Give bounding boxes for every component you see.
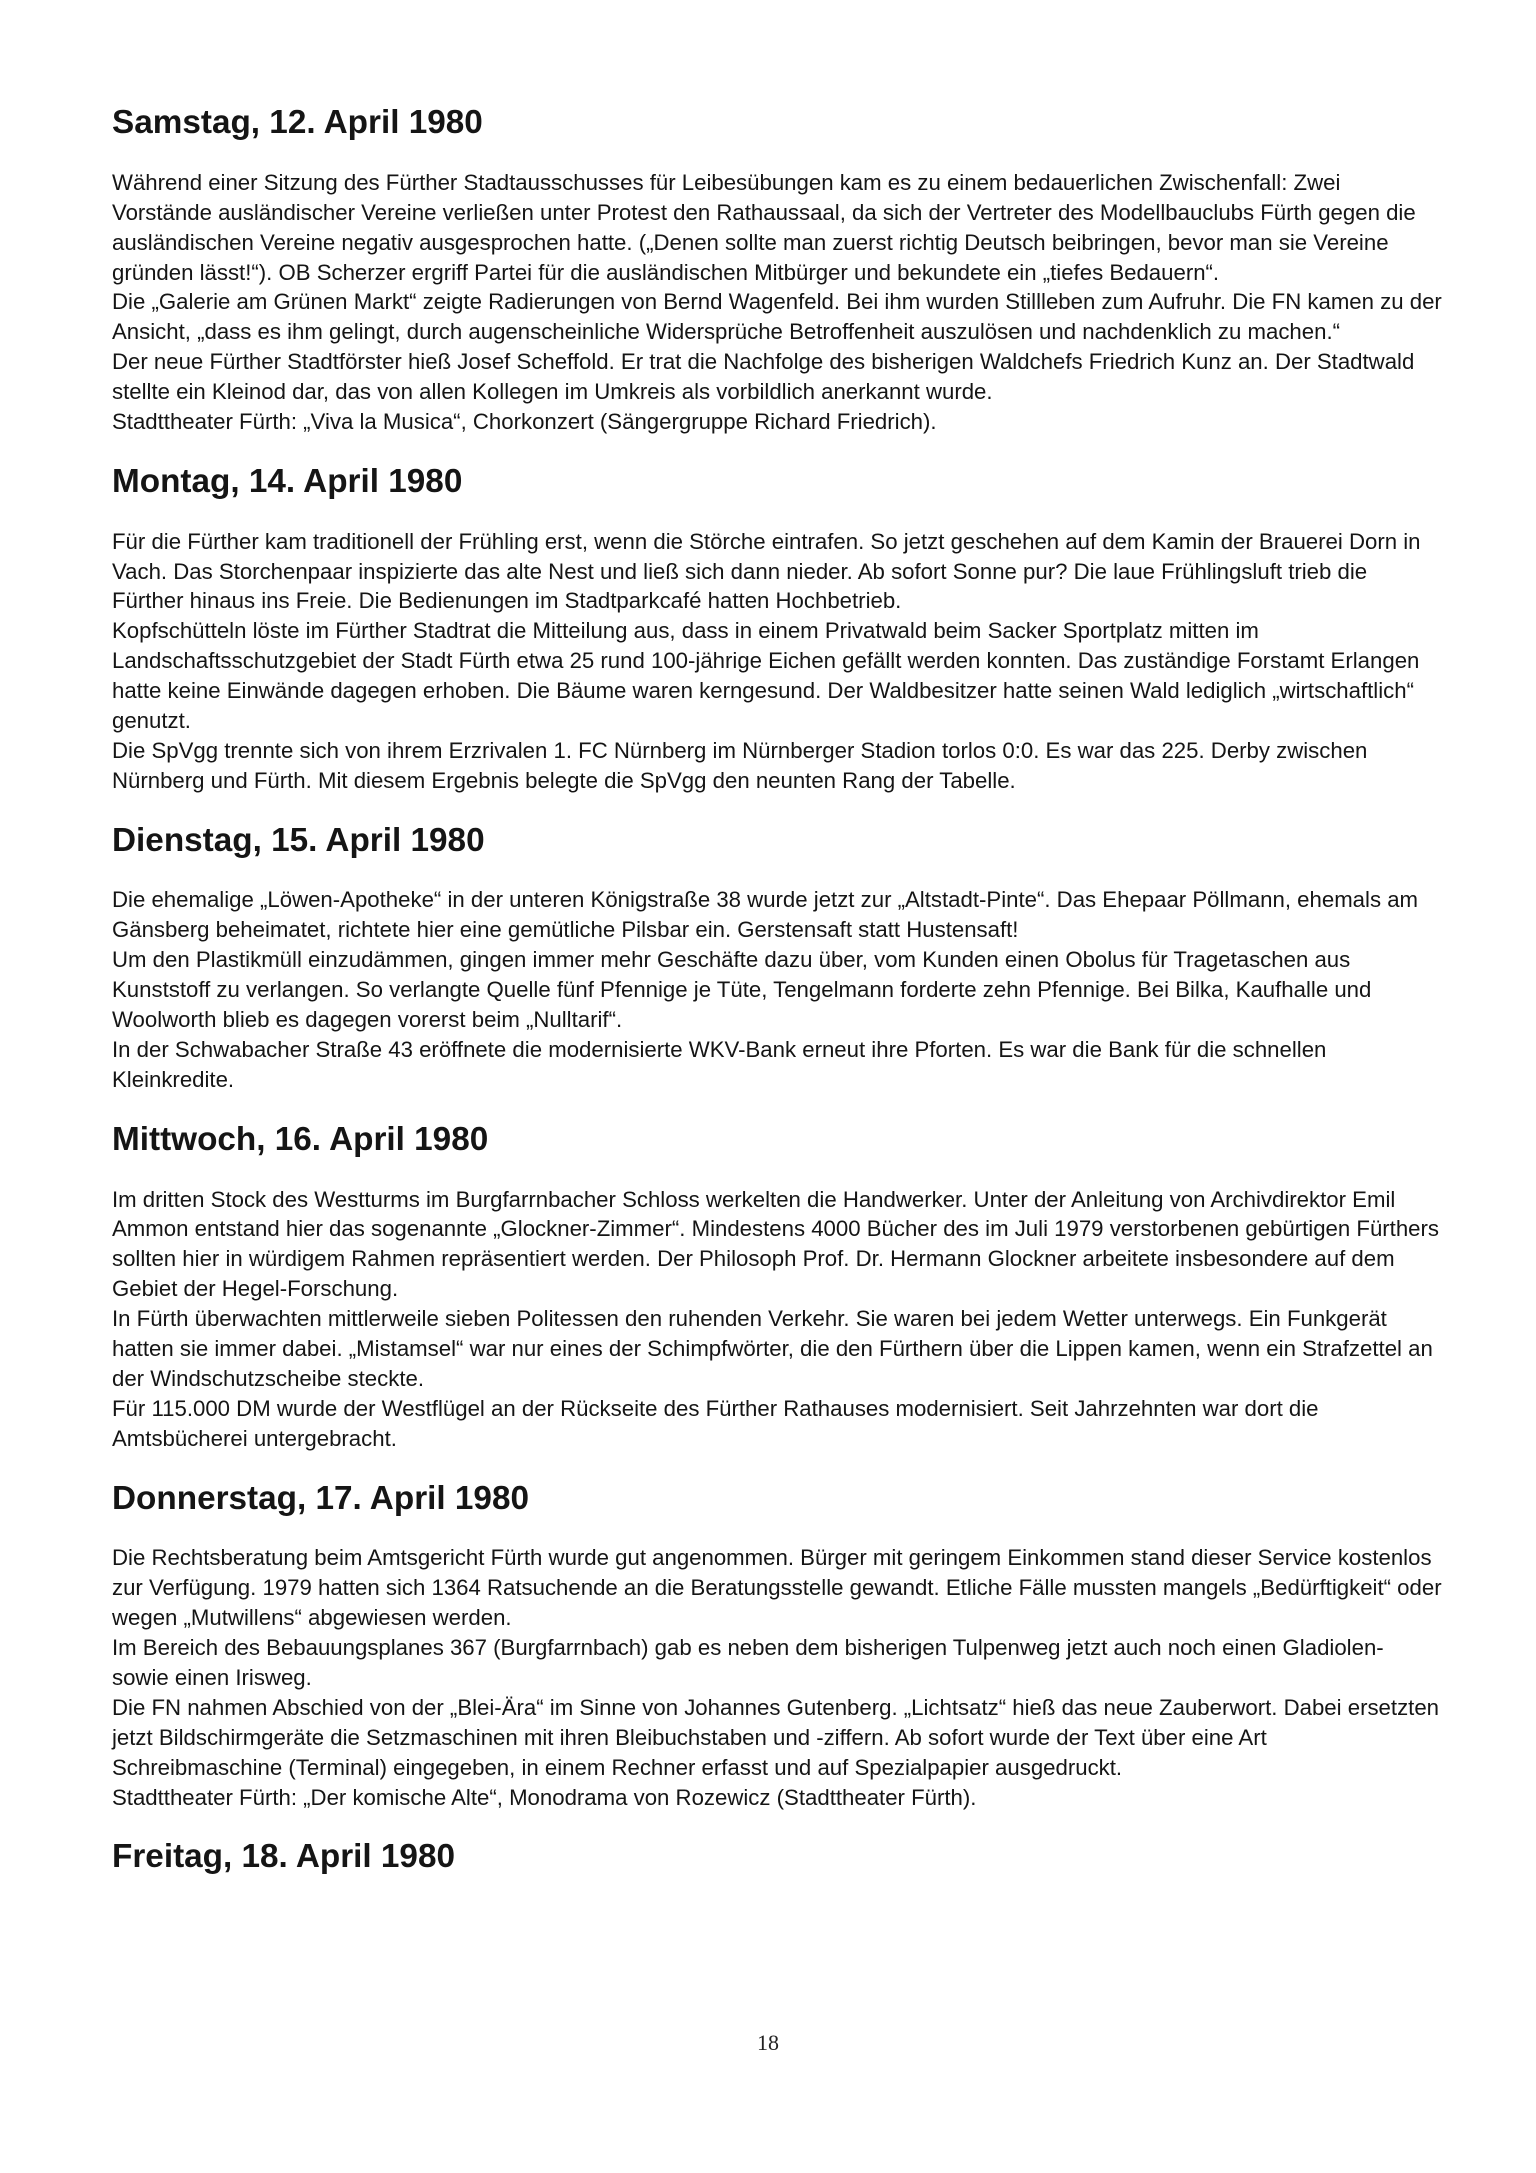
day-section-mittwoch (112, 1120, 1442, 1454)
entry-paragraph: Im Bereich des Bebauungsplanes 367 (Burgfarrnbach) gab es neben dem bisherigen Tulpenweg jetzt auch noch einen Gladiolen- sowie einen Irisweg. (112, 1635, 1384, 1690)
entry-paragraph: Um den Plastikmüll einzudämmen, gingen immer mehr Geschäfte dazu über, vom Kunden einen Obolus für Tragetaschen aus Kunststoff zu verlangen. So verlangte Quelle fünf Pfennige je Tüte, Tengelmann forderte zehn Pfennige. Bei Bilka, Kaufhalle und Woolworth blieb es dagegen vorerst beim „Nulltarif“. (112, 947, 1372, 1033)
entry-paragraph: Stadttheater Fürth: „Der komische Alte“, Monodrama von Rozewicz (Stadttheater Fürth). (112, 1784, 977, 1810)
day-section-samstag (112, 104, 1442, 437)
day-section-donnerstag (112, 1479, 1442, 1813)
day-body (112, 168, 1442, 437)
entry-paragraph: Kopfschütteln löste im Fürther Stadtrat die Mitteilung aus, dass in einem Privatwald beim Sacker Sportplatz mitten im Landschaftsschutzgebiet der Stadt Fürth etwa 25 rund 100-jährige Eichen gefällt werden konnten. Das zuständige Forstamt Erlangen hatte keine Einwände dagegen erhoben. Die Bäume waren kerngesund. Der Waldbesitzer hatte seinen Wald lediglich „wirtschaftlich“ genutzt. (112, 618, 1420, 734)
entry-paragraph: In Fürth überwachten mittlerweile sieben Politessen den ruhenden Verkehr. Sie waren bei jedem Wetter unterwegs. Ein Funkgerät hatten sie immer dabei. „Mistamsel“ war nur eines der Schimpfwörter, die den Fürthern über die Lippen kamen, wenn ein Strafzettel an der Windschutzscheibe steckte. (112, 1306, 1433, 1391)
entry-paragraph: Die Rechtsberatung beim Amtsgericht Fürth wurde gut angenommen. Bürger mit geringem Einkommen stand dieser Service kostenlos zur Verfügung. 1979 hatten sich 1364 Ratsuchende an die Beratungsstelle gewandt. Etliche Fälle mussten mangels „Bedürftigkeit“ oder wegen „Mutwillens“ abgewiesen werden. (112, 1545, 1442, 1631)
entry-paragraph: Während einer Sitzung des Fürther Stadtausschusses für Leibesübungen kam es zu einem bedauerlichen Zwischenfall: Zwei Vorstände ausländischer Vereine verließen unter Protest den Rathaussaal, da sich der Vertreter des Modellbauclubs Fürth gegen die ausländischen Vereine negativ ausgesprochen hatte. („Denen sollte man zuerst richtig Deutsch beibringen, bevor man sie Vereine gründen lässt!“). OB Scherzer ergriff Partei für die ausländischen Mitbürger und bekundete ein „tiefes Bedauern“. (112, 169, 1416, 285)
day-body (112, 527, 1442, 796)
day-section-freitag (112, 1838, 1442, 1876)
day-heading: Mittwoch, 16. April 1980 (112, 1120, 489, 1158)
entry-paragraph: Die FN nahmen Abschied von der „Blei-Ära“ im Sinne von Johannes Gutenberg. „Lichtsatz“ hieß das neue Zauberwort. Dabei ersetzten jetzt Bildschirmgeräte die Setzmaschinen mit ihren Bleibuchstaben und -ziffern. Ab sofort wurde der Text über eine Art Schreibmaschine (Terminal) eingegeben, in einem Rechner erfasst und auf Spezialpapier ausgedruckt. (112, 1694, 1440, 1780)
entry-paragraph: Im dritten Stock des Westturms im Burgfarrnbacher Schloss werkelten die Handwerker. Unter der Anleitung von Archivdirektor Emil Ammon entstand hier das sogenannte „Glockner-Zimmer“. Mindestens 4000 Bücher des im Juli 1979 verstorbenen gebürtigen Fürthers sollten hier in würdigem Rahmen repräsentiert werden. Der Philosoph Prof. Dr. Hermann Glockner arbeitete insbesondere auf dem Gebiet der Hegel-Forschung. (112, 1186, 1439, 1302)
page-number: 18 (757, 2030, 779, 2055)
entry-paragraph: Für 115.000 DM wurde der Westflügel an der Rückseite des Fürther Rathauses modernisiert. Seit Jahrzehnten war dort die Amtsbücherei untergebracht. (112, 1395, 1319, 1451)
entry-paragraph: Die ehemalige „Löwen-Apotheke“ in der unteren Königstraße 38 wurde jetzt zur „Altstadt-Pinte“. Das Ehepaar Pöllmann, ehemals am Gänsberg beheimatet, richtete hier eine gemütliche Pilsbar ein. Gerstensaft statt Hustensaft! (112, 887, 1419, 943)
day-heading: Freitag, 18. April 1980 (112, 1838, 455, 1876)
entry-paragraph: Die SpVgg trennte sich von ihrem Erzrivalen 1. FC Nürnberg im Nürnberger Stadion torlos 0:0. Es war das 225. Derby zwischen Nürnberg und Fürth. Mit diesem Ergebnis belegte die SpVgg den neunten Rang der Tabelle. (112, 737, 1368, 793)
entry-paragraph: Der neue Fürther Stadtförster hieß Josef Scheffold. Er trat die Nachfolge des bisherigen Waldchefs Friedrich Kunz an. Der Stadtwald stellte ein Kleinod dar, das von allen Kollegen im Umkreis als vorbildlich anerkannt wurde. (112, 349, 1415, 405)
entry-paragraph: In der Schwabacher Straße 43 eröffnete die modernisierte WKV-Bank erneut ihre Pforten. Es war die Bank für die schnellen Kleinkredite. (112, 1037, 1327, 1092)
day-body (112, 885, 1442, 1094)
day-section-dienstag (112, 821, 1442, 1095)
day-body (112, 1543, 1442, 1812)
entry-paragraph: Für die Fürther kam traditionell der Frühling erst, wenn die Störche eintrafen. So jetzt geschehen auf dem Kamin der Brauerei Dorn in Vach. Das Storchenpaar inspizierte das alte Nest und ließ sich dann nieder. Ab sofort Sonne pur? Die laue Frühlingsluft trieb die Fürther hinaus ins Freie. Die Bedienungen im Stadtparkcafé hatten Hochbetrieb. (112, 528, 1421, 614)
day-heading: Donnerstag, 17. April 1980 (112, 1479, 529, 1517)
entry-paragraph: Stadttheater Fürth: „Viva la Musica“, Chorkonzert (Sängergruppe Richard Friedrich). (112, 409, 937, 435)
day-section-montag (112, 462, 1442, 796)
day-heading: Samstag, 12. April 1980 (112, 104, 483, 141)
day-heading: Montag, 14. April 1980 (112, 462, 463, 500)
day-body (112, 1185, 1442, 1454)
entry-paragraph: Die „Galerie am Grünen Markt“ zeigte Radierungen von Bernd Wagenfeld. Bei ihm wurden Stillleben zum Aufruhr. Die FN kamen zu der Ansicht, „dass es ihm gelingt, durch augenscheinliche Widersprüche Betroffenheit auszulösen und nachdenklich zu machen.“ (112, 289, 1442, 345)
day-heading: Dienstag, 15. April 1980 (112, 821, 485, 859)
document-page (112, 104, 1442, 1902)
